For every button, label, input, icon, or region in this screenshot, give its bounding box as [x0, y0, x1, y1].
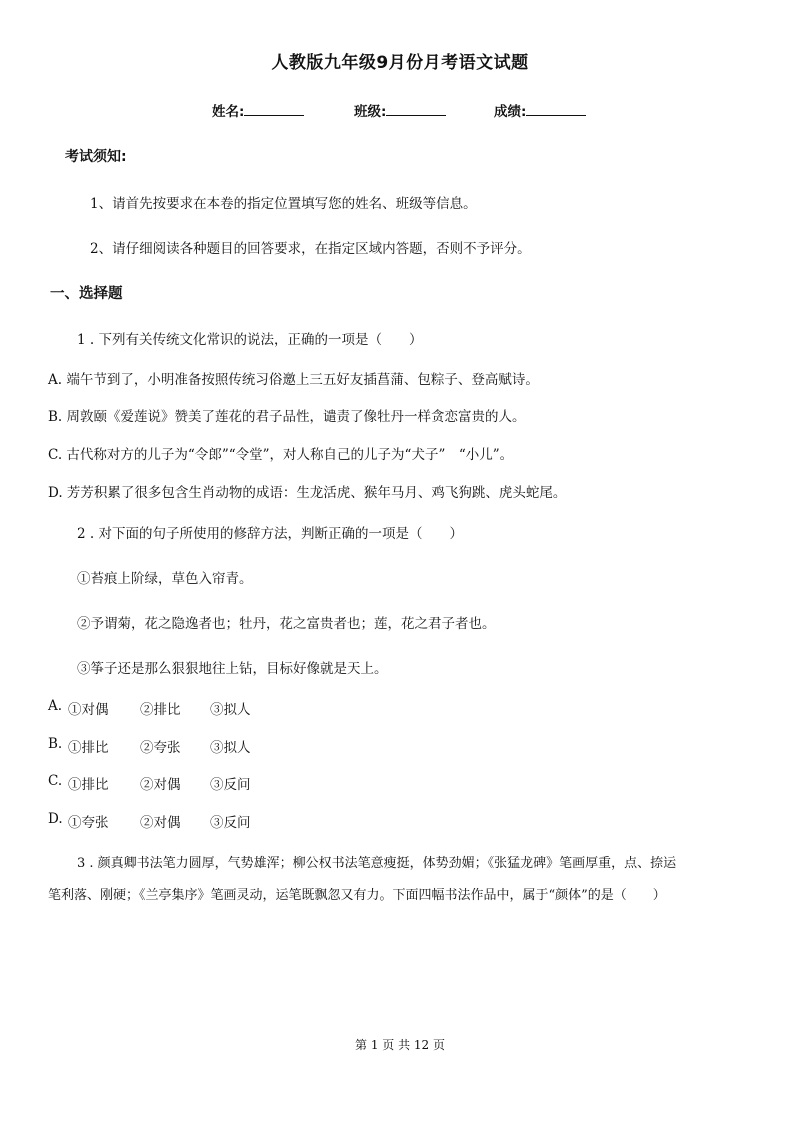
notice-heading: 考试须知:	[65, 149, 127, 165]
question-sentence: ①苔痕上阶绿，草色入帘青。	[77, 571, 253, 587]
name-blank	[244, 103, 304, 116]
question-stem: 2 . 对下面的句子所使用的修辞方法，判断正确的一项是（ ）	[77, 526, 463, 542]
option-letter: D.	[48, 811, 63, 827]
option-part: ③拟人	[210, 740, 251, 756]
question-stem: 3 . 颜真卿书法笔力圆厚，气势雄浑；柳公权书法笔意瘦挺，体势劲媚；《张猛龙碑》笔画厚重，点、捺运	[77, 856, 677, 871]
option-part: ③反问	[210, 777, 251, 793]
question-option	[48, 773, 251, 793]
question-option: A. 端午节到了，小明准备按照传统习俗邀上三五好友插菖蒲、包粽子、登高赋诗。	[48, 372, 539, 388]
question-option: C. 古代称对方的儿子为“令郎”“令堂”，对人称自己的儿子为“犬子” “小儿”。	[48, 447, 514, 463]
option-part: ③反问	[210, 815, 251, 831]
option-part: ①排比	[68, 740, 109, 756]
score-label: 成绩:	[494, 104, 527, 120]
question-option	[48, 698, 251, 718]
question-option: B. 周敦颐《爱莲说》赞美了莲花的君子品性，谴责了像牡丹一样贪恋富贵的人。	[48, 409, 526, 425]
name-label: 姓名:	[212, 104, 245, 120]
option-part: ②对偶	[140, 777, 181, 793]
score-field	[494, 100, 586, 120]
section-heading: 一、选择题	[50, 286, 123, 302]
question-sentence: ③筝子还是那么狠狠地往上钻，目标好像就是天上。	[77, 661, 388, 677]
option-part: ③拟人	[210, 702, 251, 718]
notice-item: 2、请仔细阅读各种题目的回答要求，在指定区域内答题，否则不予评分。	[90, 241, 531, 257]
question-sentence: ②予谓菊，花之隐逸者也；牡丹，花之富贵者也；莲，花之君子者也。	[77, 616, 496, 632]
question-stem: 1 . 下列有关传统文化常识的说法，正确的一项是（ ）	[77, 332, 423, 348]
option-part: ②夸张	[140, 740, 181, 756]
option-part: ②排比	[140, 702, 181, 718]
class-blank	[386, 103, 446, 116]
name-field	[212, 100, 304, 120]
score-blank	[526, 103, 586, 116]
option-part: ①对偶	[68, 702, 109, 718]
option-letter: B.	[48, 736, 63, 752]
question-option	[48, 811, 251, 831]
option-letter: C.	[48, 773, 63, 789]
question-option: D. 芳芳积累了很多包含生肖动物的成语：生龙活虎、猴年马月、鸡飞狗跳、虎头蛇尾。	[48, 485, 567, 501]
question-stem-continued: 笔利落、刚硬；《兰亭集序》笔画灵动，运笔既飘忽又有力。下面四幅书法作品中，属于“颜体”的是（ ）	[48, 888, 666, 903]
option-part: ②对偶	[140, 815, 181, 831]
page-footer: 第 1 页 共 12 页	[355, 1038, 445, 1052]
document-title: 人教版九年级9月份月考语文试题	[271, 53, 529, 73]
class-label: 班级:	[354, 104, 387, 120]
option-part: ①夸张	[68, 815, 109, 831]
question-option	[48, 736, 251, 756]
notice-item: 1、请首先按要求在本卷的指定位置填写您的姓名、班级等信息。	[90, 196, 477, 212]
class-field	[354, 100, 446, 120]
option-letter: A.	[48, 698, 63, 714]
option-part: ①排比	[68, 777, 109, 793]
